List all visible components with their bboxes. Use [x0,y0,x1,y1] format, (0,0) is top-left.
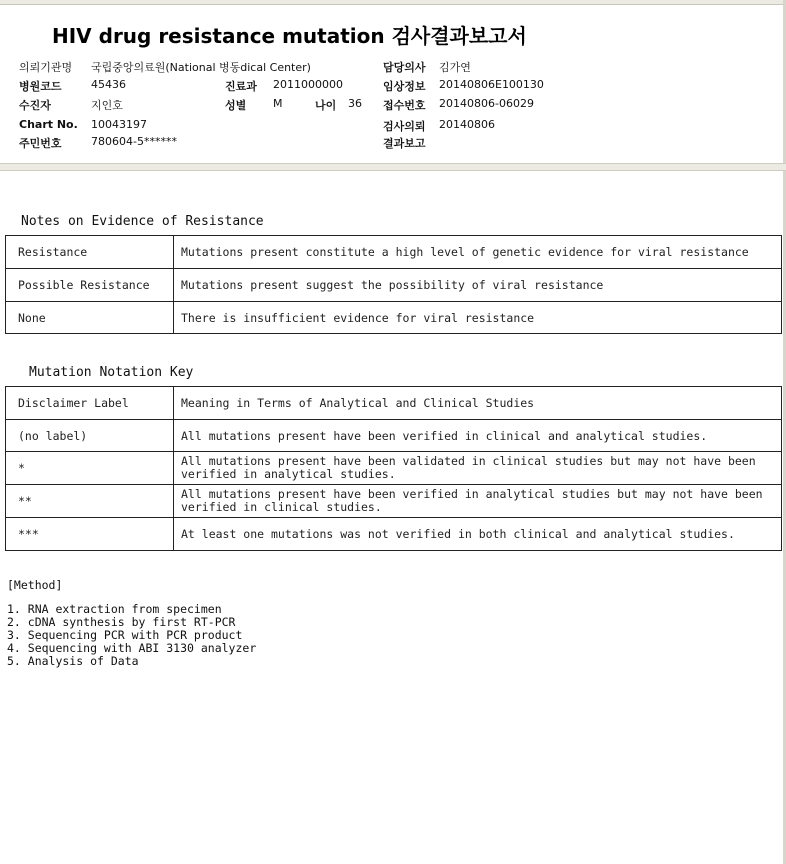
dept-value: 2011000000 [273,78,343,91]
evidence-label: Possible Resistance [6,269,174,302]
notation-text: Meaning in Terms of Analytical and Clinical Studies [174,387,782,420]
sex-label: 성별 [225,99,247,112]
evidence-text: Mutations present suggest the possibility of viral resistance [174,269,782,302]
header-separator [0,163,786,171]
notation-text: All mutations present have been verified in clinical and analytical studies. [174,420,782,452]
receipt-no-label: 접수번호 [383,99,426,112]
evidence-text: Mutations present constitute a high level of genetic evidence for viral resistance [174,236,782,269]
report-label: 결과보고 [383,137,426,150]
table-row [6,485,782,518]
clinical-info-label: 임상정보 [383,80,426,93]
method-step: 5. Analysis of Data [7,654,139,668]
chart-no-value: 10043197 [91,118,147,131]
institution-value: 국립중앙의료원(National 병동dical Center) [91,61,311,74]
notation-text: All mutations present have been validated in clinical studies but may not have been verified in analytical studies. [174,452,782,485]
notation-table [5,386,782,551]
notation-label: ** [6,485,174,518]
doctor-value: 김가연 [439,61,471,74]
patient-value: 지인호 [91,99,123,112]
evidence-table [5,235,782,334]
evidence-label: Resistance [6,236,174,269]
notation-label: Disclaimer Label [6,387,174,420]
evidence-label: None [6,302,174,334]
request-date-label: 검사의뢰 [383,120,426,133]
table-row [6,518,782,551]
hospital-code-label: 병원코드 [19,80,62,93]
clinical-info-value: 20140806E100130 [439,78,544,91]
table-row [6,269,782,302]
table-row [6,387,782,420]
method-step: 2. cDNA synthesis by first RT-PCR [7,615,236,629]
sex-value: M [273,97,283,110]
ssn-label: 주민번호 [19,137,62,150]
dept-label: 진료과 [225,80,257,93]
report-title: HIV drug resistance mutation 검사결과보고서 [52,24,527,48]
hospital-code-value: 45436 [91,78,126,91]
evidence-title: Notes on Evidence of Resistance [21,214,264,229]
table-row [6,236,782,269]
doctor-label: 담당의사 [383,61,426,74]
request-date-value: 20140806 [439,118,495,131]
chart-no-label: Chart No. [19,118,78,131]
table-row [6,302,782,334]
ssn-value: 780604-5****** [91,135,177,148]
age-value: 36 [348,97,362,110]
method-step: 1. RNA extraction from specimen [7,602,222,616]
table-row [6,420,782,452]
notation-label: *** [6,518,174,551]
notation-label: * [6,452,174,485]
method-step: 4. Sequencing with ABI 3130 analyzer [7,641,257,655]
patient-label: 수진자 [19,99,51,112]
method-title: [Method] [7,578,63,592]
evidence-text: There is insufficient evidence for viral resistance [174,302,782,334]
notation-text: At least one mutations was not verified in both clinical and analytical studies. [174,518,782,551]
institution-label: 의뢰기관명 [19,61,73,74]
table-row [6,452,782,485]
method-step: 3. Sequencing PCR with PCR product [7,628,243,642]
age-label: 나이 [315,99,337,112]
notation-text: All mutations present have been verified in analytical studies but may not have been verified in clinical studies. [174,485,782,518]
notation-label: (no label) [6,420,174,452]
notation-title: Mutation Notation Key [29,365,194,380]
top-strip [0,0,786,5]
receipt-no-value: 20140806-06029 [439,97,534,110]
